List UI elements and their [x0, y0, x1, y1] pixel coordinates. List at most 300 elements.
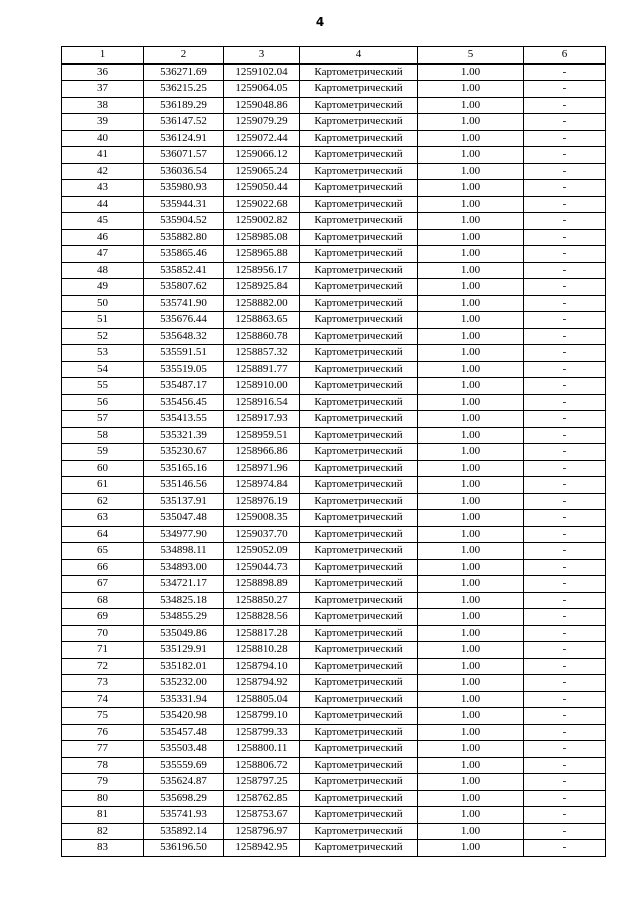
y-coordinate-cell: 1258860.78 [224, 328, 300, 345]
x-coordinate-cell: 535457.48 [144, 724, 224, 741]
accuracy-cell: 1.00 [418, 576, 524, 593]
point-number-cell: 65 [62, 543, 144, 560]
point-number-cell: 60 [62, 460, 144, 477]
accuracy-cell: 1.00 [418, 625, 524, 642]
accuracy-cell: 1.00 [418, 790, 524, 807]
method-cell: Картометрический [300, 411, 418, 428]
accuracy-cell: 1.00 [418, 130, 524, 147]
method-cell: Картометрический [300, 279, 418, 296]
table-row [62, 460, 606, 477]
table-row [62, 345, 606, 362]
accuracy-cell: 1.00 [418, 543, 524, 560]
note-cell: - [524, 180, 606, 197]
x-coordinate-cell: 535487.17 [144, 378, 224, 395]
x-coordinate-cell: 535519.05 [144, 361, 224, 378]
point-number-cell: 38 [62, 97, 144, 114]
table-row [62, 411, 606, 428]
y-coordinate-cell: 1259022.68 [224, 196, 300, 213]
table-row [62, 790, 606, 807]
point-number-cell: 44 [62, 196, 144, 213]
table-header [62, 47, 606, 64]
note-cell: - [524, 592, 606, 609]
x-coordinate-cell: 536215.25 [144, 81, 224, 98]
point-number-cell: 75 [62, 708, 144, 725]
table-row [62, 510, 606, 527]
table-row [62, 576, 606, 593]
method-cell: Картометрический [300, 840, 418, 857]
header-cell-2: 2 [144, 47, 224, 64]
accuracy-cell: 1.00 [418, 328, 524, 345]
method-cell: Картометрический [300, 790, 418, 807]
x-coordinate-cell: 535882.80 [144, 229, 224, 246]
note-cell: - [524, 559, 606, 576]
note-cell: - [524, 840, 606, 857]
method-cell: Картометрический [300, 642, 418, 659]
header-cell-3: 3 [224, 47, 300, 64]
coordinates-table [61, 46, 606, 857]
point-number-cell: 52 [62, 328, 144, 345]
point-number-cell: 58 [62, 427, 144, 444]
point-number-cell: 40 [62, 130, 144, 147]
note-cell: - [524, 378, 606, 395]
point-number-cell: 53 [62, 345, 144, 362]
point-number-cell: 39 [62, 114, 144, 131]
method-cell: Картометрический [300, 526, 418, 543]
y-coordinate-cell: 1259044.73 [224, 559, 300, 576]
x-coordinate-cell: 535865.46 [144, 246, 224, 263]
method-cell: Картометрический [300, 130, 418, 147]
accuracy-cell: 1.00 [418, 81, 524, 98]
accuracy-cell: 1.00 [418, 213, 524, 230]
point-number-cell: 64 [62, 526, 144, 543]
table-row [62, 658, 606, 675]
accuracy-cell: 1.00 [418, 823, 524, 840]
x-coordinate-cell: 535137.91 [144, 493, 224, 510]
note-cell: - [524, 246, 606, 263]
table-row [62, 130, 606, 147]
method-cell: Картометрический [300, 510, 418, 527]
x-coordinate-cell: 535698.29 [144, 790, 224, 807]
table-row [62, 312, 606, 329]
method-cell: Картометрический [300, 477, 418, 494]
table-row [62, 807, 606, 824]
point-number-cell: 37 [62, 81, 144, 98]
note-cell: - [524, 147, 606, 164]
point-number-cell: 72 [62, 658, 144, 675]
point-number-cell: 73 [62, 675, 144, 692]
note-cell: - [524, 114, 606, 131]
table-row [62, 213, 606, 230]
table-row [62, 642, 606, 659]
y-coordinate-cell: 1258882.00 [224, 295, 300, 312]
method-cell: Картометрический [300, 213, 418, 230]
y-coordinate-cell: 1259002.82 [224, 213, 300, 230]
method-cell: Картометрический [300, 180, 418, 197]
y-coordinate-cell: 1259102.04 [224, 64, 300, 81]
header-cell-6: 6 [524, 47, 606, 64]
x-coordinate-cell: 536124.91 [144, 130, 224, 147]
method-cell: Картометрический [300, 81, 418, 98]
x-coordinate-cell: 535321.39 [144, 427, 224, 444]
x-coordinate-cell: 536189.29 [144, 97, 224, 114]
x-coordinate-cell: 535904.52 [144, 213, 224, 230]
header-cell-4: 4 [300, 47, 418, 64]
method-cell: Картометрический [300, 147, 418, 164]
accuracy-cell: 1.00 [418, 609, 524, 626]
point-number-cell: 76 [62, 724, 144, 741]
accuracy-cell: 1.00 [418, 312, 524, 329]
accuracy-cell: 1.00 [418, 510, 524, 527]
table-row [62, 64, 606, 81]
table-row [62, 609, 606, 626]
table-row [62, 328, 606, 345]
table-row [62, 543, 606, 560]
table-row [62, 81, 606, 98]
accuracy-cell: 1.00 [418, 493, 524, 510]
x-coordinate-cell: 536071.57 [144, 147, 224, 164]
y-coordinate-cell: 1258971.96 [224, 460, 300, 477]
note-cell: - [524, 543, 606, 560]
note-cell: - [524, 774, 606, 791]
x-coordinate-cell: 535591.51 [144, 345, 224, 362]
accuracy-cell: 1.00 [418, 295, 524, 312]
accuracy-cell: 1.00 [418, 97, 524, 114]
x-coordinate-cell: 536036.54 [144, 163, 224, 180]
point-number-cell: 78 [62, 757, 144, 774]
x-coordinate-cell: 536196.50 [144, 840, 224, 857]
y-coordinate-cell: 1258959.51 [224, 427, 300, 444]
point-number-cell: 62 [62, 493, 144, 510]
x-coordinate-cell: 535129.91 [144, 642, 224, 659]
table-row [62, 757, 606, 774]
accuracy-cell: 1.00 [418, 460, 524, 477]
accuracy-cell: 1.00 [418, 477, 524, 494]
accuracy-cell: 1.00 [418, 279, 524, 296]
table-row [62, 675, 606, 692]
table-row [62, 493, 606, 510]
method-cell: Картометрический [300, 427, 418, 444]
note-cell: - [524, 279, 606, 296]
y-coordinate-cell: 1258916.54 [224, 394, 300, 411]
note-cell: - [524, 345, 606, 362]
note-cell: - [524, 213, 606, 230]
point-number-cell: 48 [62, 262, 144, 279]
method-cell: Картометрический [300, 658, 418, 675]
method-cell: Картометрический [300, 114, 418, 131]
method-cell: Картометрический [300, 229, 418, 246]
note-cell: - [524, 361, 606, 378]
table-row [62, 295, 606, 312]
y-coordinate-cell: 1258891.77 [224, 361, 300, 378]
table-row [62, 114, 606, 131]
note-cell: - [524, 411, 606, 428]
point-number-cell: 67 [62, 576, 144, 593]
method-cell: Картометрический [300, 163, 418, 180]
x-coordinate-cell: 535980.93 [144, 180, 224, 197]
note-cell: - [524, 510, 606, 527]
table-row [62, 147, 606, 164]
method-cell: Картометрический [300, 345, 418, 362]
x-coordinate-cell: 535741.90 [144, 295, 224, 312]
y-coordinate-cell: 1259050.44 [224, 180, 300, 197]
table-row [62, 246, 606, 263]
y-coordinate-cell: 1258850.27 [224, 592, 300, 609]
x-coordinate-cell: 535503.48 [144, 741, 224, 758]
accuracy-cell: 1.00 [418, 642, 524, 659]
method-cell: Картометрический [300, 609, 418, 626]
note-cell: - [524, 64, 606, 81]
y-coordinate-cell: 1258925.84 [224, 279, 300, 296]
table-row [62, 229, 606, 246]
accuracy-cell: 1.00 [418, 180, 524, 197]
point-number-cell: 70 [62, 625, 144, 642]
note-cell: - [524, 97, 606, 114]
x-coordinate-cell: 535182.01 [144, 658, 224, 675]
note-cell: - [524, 790, 606, 807]
accuracy-cell: 1.00 [418, 526, 524, 543]
y-coordinate-cell: 1259037.70 [224, 526, 300, 543]
table-row [62, 708, 606, 725]
table-row [62, 196, 606, 213]
accuracy-cell: 1.00 [418, 262, 524, 279]
method-cell: Картометрический [300, 691, 418, 708]
accuracy-cell: 1.00 [418, 64, 524, 81]
accuracy-cell: 1.00 [418, 427, 524, 444]
point-number-cell: 41 [62, 147, 144, 164]
note-cell: - [524, 526, 606, 543]
y-coordinate-cell: 1258917.93 [224, 411, 300, 428]
y-coordinate-cell: 1259064.05 [224, 81, 300, 98]
x-coordinate-cell: 534855.29 [144, 609, 224, 626]
note-cell: - [524, 823, 606, 840]
table-row [62, 625, 606, 642]
accuracy-cell: 1.00 [418, 246, 524, 263]
accuracy-cell: 1.00 [418, 807, 524, 824]
point-number-cell: 43 [62, 180, 144, 197]
table-row [62, 774, 606, 791]
method-cell: Картометрический [300, 328, 418, 345]
accuracy-cell: 1.00 [418, 196, 524, 213]
y-coordinate-cell: 1258974.84 [224, 477, 300, 494]
y-coordinate-cell: 1258794.10 [224, 658, 300, 675]
x-coordinate-cell: 534893.00 [144, 559, 224, 576]
table-body [62, 64, 606, 857]
x-coordinate-cell: 535676.44 [144, 312, 224, 329]
point-number-cell: 55 [62, 378, 144, 395]
accuracy-cell: 1.00 [418, 345, 524, 362]
method-cell: Картометрический [300, 460, 418, 477]
note-cell: - [524, 625, 606, 642]
table-row [62, 559, 606, 576]
y-coordinate-cell: 1258805.04 [224, 691, 300, 708]
point-number-cell: 54 [62, 361, 144, 378]
note-cell: - [524, 741, 606, 758]
point-number-cell: 47 [62, 246, 144, 263]
point-number-cell: 82 [62, 823, 144, 840]
x-coordinate-cell: 535165.16 [144, 460, 224, 477]
point-number-cell: 68 [62, 592, 144, 609]
method-cell: Картометрический [300, 361, 418, 378]
accuracy-cell: 1.00 [418, 757, 524, 774]
x-coordinate-cell: 535807.62 [144, 279, 224, 296]
y-coordinate-cell: 1258762.85 [224, 790, 300, 807]
table-row [62, 592, 606, 609]
point-number-cell: 50 [62, 295, 144, 312]
point-number-cell: 63 [62, 510, 144, 527]
x-coordinate-cell: 535230.67 [144, 444, 224, 461]
note-cell: - [524, 328, 606, 345]
point-number-cell: 69 [62, 609, 144, 626]
x-coordinate-cell: 535420.98 [144, 708, 224, 725]
accuracy-cell: 1.00 [418, 444, 524, 461]
note-cell: - [524, 394, 606, 411]
note-cell: - [524, 675, 606, 692]
table-row [62, 180, 606, 197]
point-number-cell: 42 [62, 163, 144, 180]
table-row [62, 427, 606, 444]
note-cell: - [524, 444, 606, 461]
table-row [62, 444, 606, 461]
y-coordinate-cell: 1258976.19 [224, 493, 300, 510]
table-row [62, 97, 606, 114]
table-row [62, 477, 606, 494]
method-cell: Картометрический [300, 741, 418, 758]
note-cell: - [524, 196, 606, 213]
method-cell: Картометрический [300, 823, 418, 840]
y-coordinate-cell: 1259066.12 [224, 147, 300, 164]
note-cell: - [524, 691, 606, 708]
point-number-cell: 49 [62, 279, 144, 296]
note-cell: - [524, 229, 606, 246]
method-cell: Картометрический [300, 774, 418, 791]
point-number-cell: 36 [62, 64, 144, 81]
accuracy-cell: 1.00 [418, 675, 524, 692]
x-coordinate-cell: 535624.87 [144, 774, 224, 791]
table-row [62, 823, 606, 840]
y-coordinate-cell: 1258794.92 [224, 675, 300, 692]
accuracy-cell: 1.00 [418, 229, 524, 246]
x-coordinate-cell: 535413.55 [144, 411, 224, 428]
y-coordinate-cell: 1258799.33 [224, 724, 300, 741]
header-row [62, 47, 606, 64]
x-coordinate-cell: 536147.52 [144, 114, 224, 131]
note-cell: - [524, 493, 606, 510]
method-cell: Картометрический [300, 378, 418, 395]
accuracy-cell: 1.00 [418, 378, 524, 395]
y-coordinate-cell: 1258753.67 [224, 807, 300, 824]
y-coordinate-cell: 1258863.65 [224, 312, 300, 329]
note-cell: - [524, 295, 606, 312]
accuracy-cell: 1.00 [418, 840, 524, 857]
table-row [62, 262, 606, 279]
y-coordinate-cell: 1259079.29 [224, 114, 300, 131]
y-coordinate-cell: 1258910.00 [224, 378, 300, 395]
accuracy-cell: 1.00 [418, 741, 524, 758]
table-row [62, 394, 606, 411]
method-cell: Картометрический [300, 262, 418, 279]
method-cell: Картометрический [300, 312, 418, 329]
table-row [62, 526, 606, 543]
x-coordinate-cell: 535047.48 [144, 510, 224, 527]
method-cell: Картометрический [300, 246, 418, 263]
table-row [62, 741, 606, 758]
y-coordinate-cell: 1258828.56 [224, 609, 300, 626]
point-number-cell: 45 [62, 213, 144, 230]
table-row [62, 378, 606, 395]
note-cell: - [524, 163, 606, 180]
point-number-cell: 71 [62, 642, 144, 659]
method-cell: Картометрический [300, 724, 418, 741]
point-number-cell: 56 [62, 394, 144, 411]
accuracy-cell: 1.00 [418, 394, 524, 411]
point-number-cell: 74 [62, 691, 144, 708]
accuracy-cell: 1.00 [418, 559, 524, 576]
method-cell: Картометрический [300, 394, 418, 411]
x-coordinate-cell: 535648.32 [144, 328, 224, 345]
note-cell: - [524, 708, 606, 725]
table-row [62, 840, 606, 857]
point-number-cell: 83 [62, 840, 144, 857]
note-cell: - [524, 477, 606, 494]
accuracy-cell: 1.00 [418, 147, 524, 164]
x-coordinate-cell: 535741.93 [144, 807, 224, 824]
note-cell: - [524, 642, 606, 659]
x-coordinate-cell: 535852.41 [144, 262, 224, 279]
point-number-cell: 77 [62, 741, 144, 758]
page-number: 4 [315, 15, 325, 29]
x-coordinate-cell: 535049.86 [144, 625, 224, 642]
x-coordinate-cell: 535232.00 [144, 675, 224, 692]
method-cell: Картометрический [300, 295, 418, 312]
x-coordinate-cell: 535456.45 [144, 394, 224, 411]
accuracy-cell: 1.00 [418, 361, 524, 378]
note-cell: - [524, 130, 606, 147]
x-coordinate-cell: 534898.11 [144, 543, 224, 560]
x-coordinate-cell: 534977.90 [144, 526, 224, 543]
accuracy-cell: 1.00 [418, 708, 524, 725]
y-coordinate-cell: 1259008.35 [224, 510, 300, 527]
y-coordinate-cell: 1258797.25 [224, 774, 300, 791]
accuracy-cell: 1.00 [418, 411, 524, 428]
x-coordinate-cell: 536271.69 [144, 64, 224, 81]
table-row [62, 163, 606, 180]
table-row [62, 691, 606, 708]
method-cell: Картометрический [300, 493, 418, 510]
y-coordinate-cell: 1258810.28 [224, 642, 300, 659]
point-number-cell: 81 [62, 807, 144, 824]
point-number-cell: 51 [62, 312, 144, 329]
method-cell: Картометрический [300, 559, 418, 576]
x-coordinate-cell: 535892.14 [144, 823, 224, 840]
note-cell: - [524, 757, 606, 774]
point-number-cell: 80 [62, 790, 144, 807]
method-cell: Картометрический [300, 576, 418, 593]
note-cell: - [524, 312, 606, 329]
table-row [62, 361, 606, 378]
method-cell: Картометрический [300, 807, 418, 824]
x-coordinate-cell: 535146.56 [144, 477, 224, 494]
point-number-cell: 57 [62, 411, 144, 428]
x-coordinate-cell: 535944.31 [144, 196, 224, 213]
y-coordinate-cell: 1258942.95 [224, 840, 300, 857]
y-coordinate-cell: 1258817.28 [224, 625, 300, 642]
method-cell: Картометрический [300, 543, 418, 560]
method-cell: Картометрический [300, 757, 418, 774]
y-coordinate-cell: 1258799.10 [224, 708, 300, 725]
note-cell: - [524, 807, 606, 824]
method-cell: Картометрический [300, 592, 418, 609]
y-coordinate-cell: 1258966.86 [224, 444, 300, 461]
